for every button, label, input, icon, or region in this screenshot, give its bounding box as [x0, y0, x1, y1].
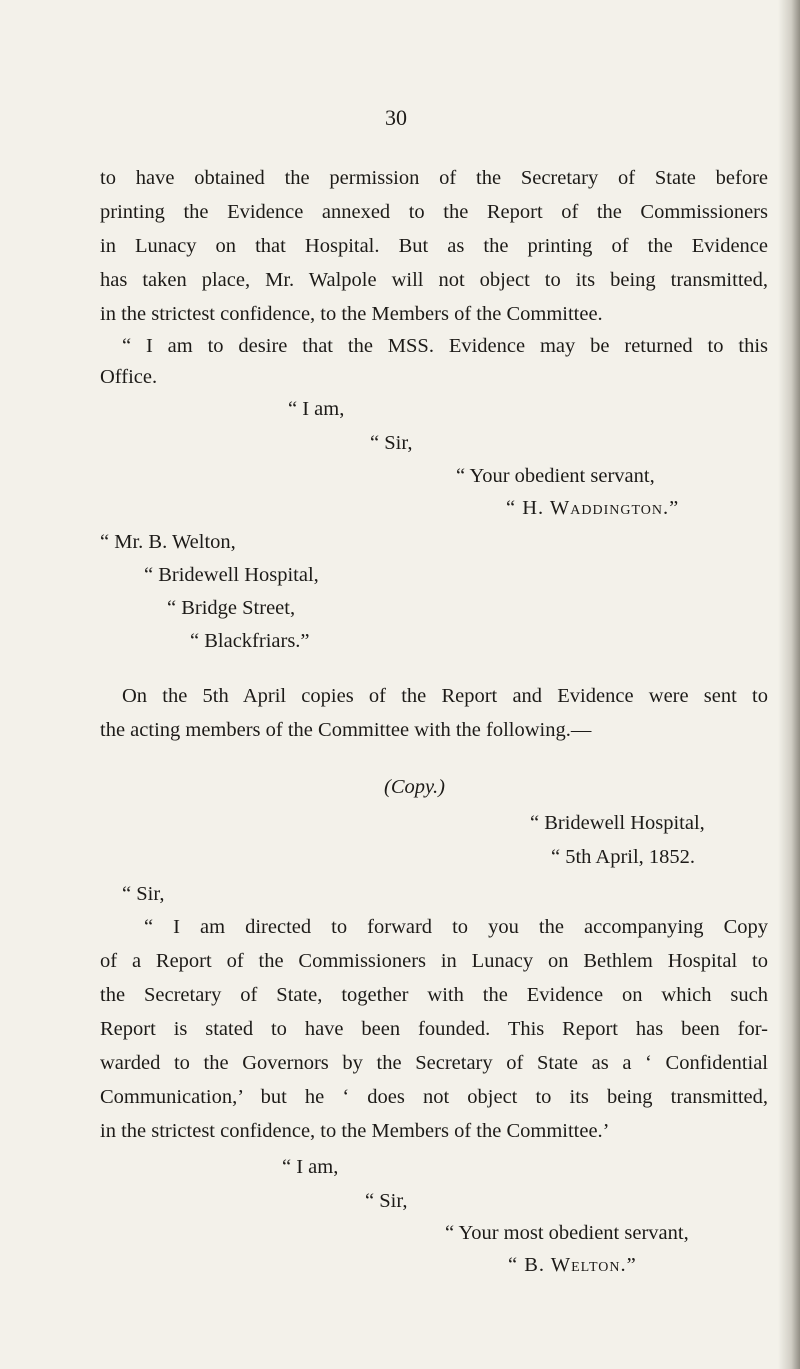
para2-line: Office.	[100, 366, 158, 388]
page-number: 30	[385, 105, 407, 130]
closing-line: “ Your obedient servant,	[456, 465, 655, 487]
para1-line: printing the Evidence annexed to the Report of the Commissioners	[100, 201, 768, 223]
letter-body-line: of a Report of the Commissioners in Lunacy on Bethlem Hospital to	[100, 950, 768, 972]
letter-body-line: warded to the Governors by the Secretary of State as a ‘ Confidential	[100, 1052, 768, 1074]
para3-line: On the 5th April copies of the Report and Evidence were sent to	[122, 685, 768, 707]
letter-head-line: “ Bridewell Hospital,	[530, 812, 705, 834]
closing-line: “ Your most obedient servant,	[445, 1222, 689, 1244]
letter-body-line: Report is stated to have been founded. This Report has been for-	[100, 1018, 768, 1040]
signature-line: “ H. Waddington.”	[506, 497, 680, 519]
address-line: “ Bridewell Hospital,	[144, 564, 319, 586]
para3-line: the acting members of the Committee with the following.—	[100, 719, 592, 741]
address-line: “ Mr. B. Welton,	[100, 531, 236, 553]
para1-line: in the strictest confidence, to the Members of the Committee.	[100, 303, 603, 325]
closing-line: “ I am,	[282, 1156, 339, 1178]
closing-line: “ Sir,	[370, 432, 413, 454]
page-edge-shadow	[778, 0, 800, 1369]
letter-body-line: in the strictest confidence, to the Members of the Committee.’	[100, 1120, 610, 1142]
closing-line: “ Sir,	[365, 1190, 408, 1212]
letter-body-line: the Secretary of State, together with the Evidence on which such	[100, 984, 768, 1006]
address-line: “ Bridge Street,	[167, 597, 296, 619]
address-line: “ Blackfriars.”	[190, 630, 310, 652]
signature-line: “ B. Welton.”	[508, 1254, 637, 1276]
letter-head-line: “ 5th April, 1852.	[551, 846, 696, 868]
letter-body-line: Communication,’ but he ‘ does not object to its being transmitted,	[100, 1086, 768, 1108]
closing-line: “ I am,	[288, 398, 345, 420]
salutation: “ Sir,	[122, 883, 165, 905]
letter-body-line: “ I am directed to forward to you the accompanying Copy	[144, 916, 768, 938]
para1-line: has taken place, Mr. Walpole will not object to its being transmitted,	[100, 269, 768, 291]
para1-line: to have obtained the permission of the Secretary of State before	[100, 167, 768, 189]
para1-line: in Lunacy on that Hospital. But as the printing of the Evidence	[100, 235, 768, 257]
para2-line: “ I am to desire that the MSS. Evidence may be returned to this	[122, 335, 768, 357]
copy-label: (Copy.)	[384, 776, 445, 798]
